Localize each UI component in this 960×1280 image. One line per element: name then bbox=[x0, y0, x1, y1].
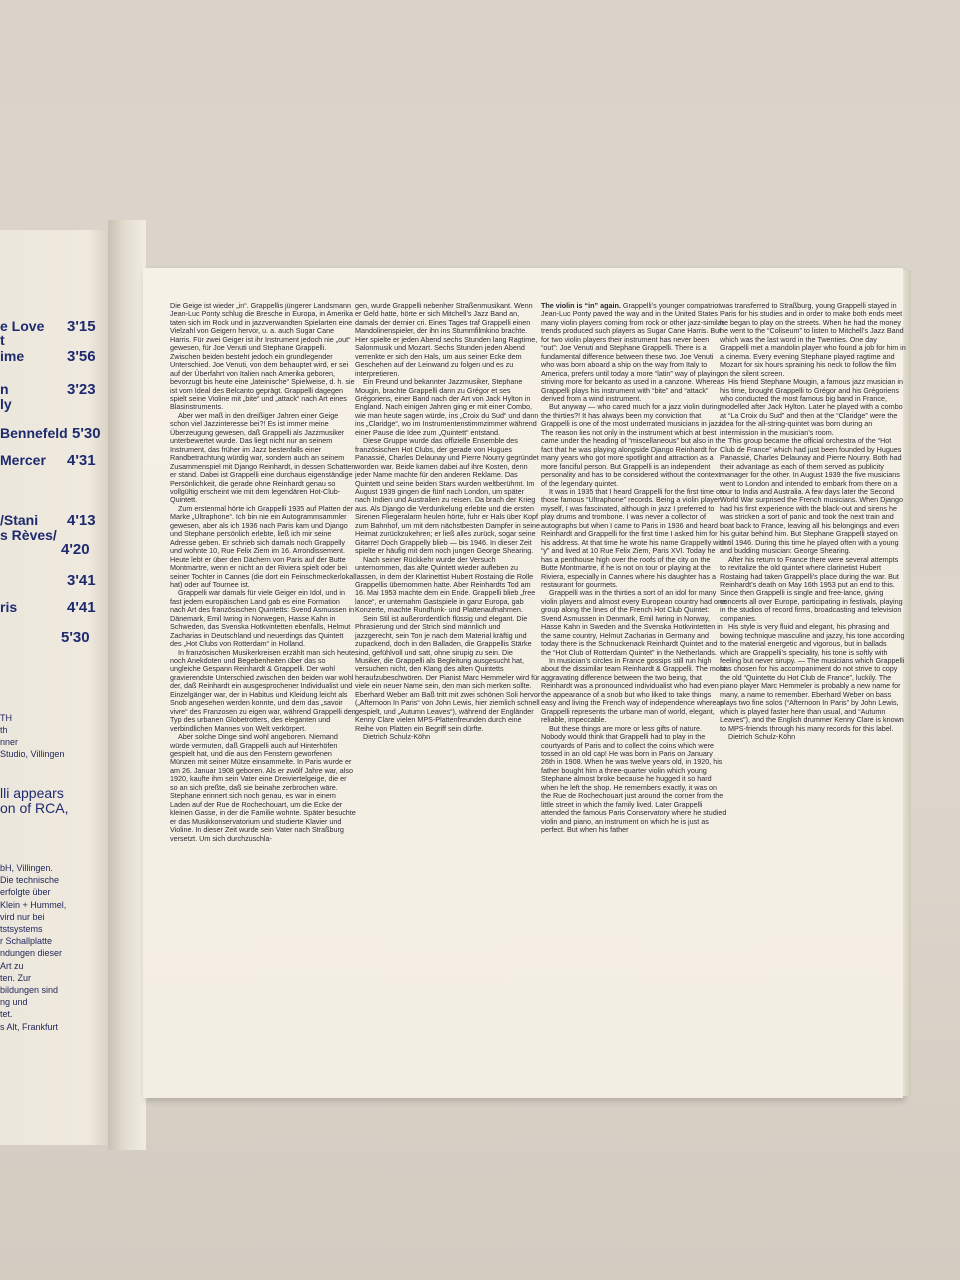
english-paragraph-text: Grappelli’s younger compatriot Jean-Luc Ponty paved the way and in the United States many violin players coming from rock or other jazz-similar trends produced such players as Sugar Cane Harris. But for two violin players their instrument has never been “out”: Joe Venuti and Stephane Grappelli. There is a fundamental difference between these two. Joe Venuti who was born aboard a ship on the way from Italy to America, prefers until today a more “latin” way of playing, striving more for belcanto as used in a canzone. Whereas Grappelli plays his instrument with “bite” and “attack” derived from a wind instrument. bbox=[541, 302, 725, 403]
track-title: /Stani bbox=[0, 512, 39, 528]
paragraph: Zum erstenmal hörte ich Grappelli 1935 auf Platten der Marke „Ultraphone“. Ich bin nie ein Autogrammsammler gewesen, aber als ich 1936 nach Paris kam und Django und Stephane persönlich erlebte, ließ ich mir seine Adresse geben. Er schrieb sich damals noch Grappelly und wohnte 10, Rue Felix Ziem im 16. Arrondissement. Heute lebt er über den Dächern von Paris auf der Butte Montmartre, wenn er nicht an der Riviera spielt oder bei seiner Tochter in Cannes (die dort ein Feinschmeckerlokal hat) oder auf Tournee ist. bbox=[170, 503, 355, 589]
note-line: ten. Zur bbox=[0, 972, 32, 983]
note-line: s Alt, Frankfurt bbox=[0, 1021, 59, 1032]
note-line: Die technische bbox=[0, 875, 60, 886]
paragraph: Grappelli war damals für viele Geiger ein Idol, und in fast jedem europäischen Land gab es eine Formation nach Art des französischen Quintetts: Svend Asmussen in Dänemark, Emil Iwring in Norwegen, Hasse Kahn in Schweden, das Svenska Hotkvintetten ebenfalls, Helmut Zacharias in Deutschland und neuerdings das Quintett des „Hot Clubs von Rotterdam“ in Holland. bbox=[170, 588, 355, 649]
english-column-2 bbox=[720, 302, 906, 1080]
credit-line: TH bbox=[0, 713, 12, 723]
paragraph: It was in 1935 that I heard Grappelli for the first time on those famous “Ultraphone” records. Being a violin player myself, I was fascinated, although in jazz I preferred to play drums and trombone. I was never a collector of autographs but when I came to Paris in 1936 and heard Reinhardt and Grappelli for the first time I asked him for his address. At that time he wrote his name Grappelly with “y” and lived at 10 Rue Felix Ziem, Paris XVI. Today he has a penthouse high over the roofs of the city on the Butte Montmartre, if he is not on tour or playing at the Riviera, especially in Cannes where his daughter has a restaurant for gourmets. bbox=[541, 486, 726, 589]
note-line: r Schallplatte bbox=[0, 936, 53, 947]
paragraph: After his return to France there were several attempts to revitalize the old quintet where clarinetist Hubert Rostaing had taken Grappelli’s place during the war. But Reinhardt’s death on May 16th 1953 put an end to this. Since then Grappelli is single and free-lance, giving concerts all over Europe, participating in festivals, playing in the studios of record firms, broadcasting and television companies. bbox=[720, 554, 903, 623]
paragraph: This group became the official orchestra of the “Hot Club de France” which had just been founded by Hugues Panassié, Charles Delaunay and Pierre Nourry. Both had their advantage as each of them served as publicity manager for the other. In August 1939 the five musicians went to London and intended to embark from there on a tour to India and Australia. A few days later the Second World War surprised the French musicians. When Django had his first experience with the black-out and sirens he was stricken a sort of panic and took the next train and boat back to France, leaving all his belongings and even his guitar behind him. But Stephane Grappelli stayed on until 1946. During this time he played often with a young and budding musician: George Shearing. bbox=[720, 436, 903, 556]
note-line: bH, Villingen. bbox=[0, 863, 53, 873]
paragraph: Aber solche Dinge sind wohl angeboren. Niemand würde vermuten, daß Grappelli auch auf Hinterhöfen gespielt hat, und die aus den Fenstern geworfenen Münzen mit seiner Mütze einsammelte. In Paris wurde er am 26. Januar 1908 geboren. Als er zwölf Jahre war, also 1920, kaufte ihm sein Vater eine Dreiviertelgeige, die er so an sich preßte, daß sie beinahe zerbrochen wäre. Stephane erinnert sich noch genau, es war in einem Laden auf der Rue de Rochechouart, um die Ecke der kleinen Gasse, in der die Familie wohnte. Später besuchte er das Musikkonservatorium und studierte Klavier und Violine. In dieser Zeit wurde sein Vater nach Straßburg versetzt. Um sich durchzuschla- bbox=[170, 732, 356, 843]
paragraph: Ein Freund und bekannter Jazzmusiker, Stephane Mougin, brachte Grappelli dann zu Grégor et ses Grégoriens, einer Band nach der Art von Jack Hylton in England. Nach einigen Jahren ging er mit einer Combo, wie man heute sagen würde, ins „Croix du Sud“ und dann ins „Claridge“, wo im Instrumentenstimmzimmer während einer Pause die Idee zum „Quintett“ entstand. bbox=[355, 377, 539, 437]
paragraph: Die Geige ist wieder „in“. Grappellis jüngerer Landsmann Jean-Luc Ponty schlug die Bresche in Europa, in Amerika taten sich im Rock und in jazzverwandten Spielarten eine Vielzahl von Geigern hervor, u. a. auch Sugar Cane Harris. Für zwei Geiger ist ihr Instrument jedoch nie „out“ gewesen, für Joe Venuti und Stephane Grappelli. Zwischen beiden besteht jedoch ein grundlegender Unterschied. Joe Venuti, von dem behauptet wird, er sei auf der Überfahrt von Italien nach Amerika geboren, bevorzugt bis heute eine „lateinische“ Spielweise, d. h. sie ist vom Ideal des Belcanto geprägt. Grappelli dagegen spielt seine Violine mit „bite“ und „attack“ nach Art eines Blasinstruments. bbox=[170, 302, 355, 412]
paragraph: His style is very fluid and elegant, his phrasing and bowing technique masculine and jazzy, his tone according to the material energetic and vigorous, but in ballads which are Grappelli’s speciality, his tone is softly with feeling but never sirupy. — The musicians which Grappelli has chosen for his accompaniment do not strive to copy the old “Quintette du Hot Club de France”, luckily. The piano player Marc Hemmeler is probably a new name for many, a name to remember. Eberhard Weber on bass plays two fine solos (“Afternoon In Paris” by John Lewis, which is played faster here than usual, and “Autumn Leaves”), and the English drummer Kenny Clare is known to MPS-friends through his many records for this label. bbox=[720, 622, 905, 733]
track-title: ime bbox=[0, 348, 25, 364]
track-duration: 5'30 bbox=[61, 629, 90, 646]
german-column-1 bbox=[170, 302, 356, 1080]
paragraph: gen, wurde Grappelli nebenher Straßenmusikant. Wenn er Geld hatte, hörte er sich Mitchell’s Jazz Band an, damals der dernier cri. Eines Tages traf Grappelli einen Mandolinenspieler, der ihn ins Stummfilmkino brachte. Hier spielte er jeden Abend sechs Stunden lang Ragtime, Salonmusik und Mozart. Sechs Stunden jeden Abend verrenkte er sich den Hals, um aus seiner Ecke dem Geschehen auf der Leinwand zu folgen und es zu interpretieren. bbox=[355, 302, 538, 378]
note-line: bildungen sind bbox=[0, 985, 59, 995]
track-duration: 4'13 bbox=[67, 512, 96, 529]
track-title: s Rèves/ bbox=[0, 527, 57, 543]
note-line: erfolgte über bbox=[0, 887, 51, 898]
english-column-1 bbox=[541, 302, 727, 1080]
track-title: ris bbox=[0, 599, 18, 615]
note-line: ndungen dieser bbox=[0, 948, 63, 959]
track-duration: 3'56 bbox=[67, 348, 96, 365]
credit-line: th bbox=[0, 725, 8, 735]
rca-line: lli appears bbox=[0, 785, 64, 801]
paragraph: Nach seiner Rückkehr wurde der Versuch unternommen, das alte Quintett wieder aufleben zu lassen, in dem der Klarinettist Hubert Rostaing die Rolle Grappellis übernommen hatte. Aber Reinhardts Tod am 16. Mai 1953 machte dem ein Ende. Grappelli blieb „free lance“, er unternahm Gastspiele in ganz Europa, gab Konzerte, machte Rundfunk- und Plattenaufnahmen. bbox=[355, 554, 536, 615]
track-duration: 4'20 bbox=[61, 541, 90, 558]
paragraph: But these things are more or less gifts of nature. Nobody would think that Grappelli had to play in the courtyards of Paris and to collect the coins which were tossed in an old cap! He was born in Paris on January 26th in 1908. When he was twelve years old, in 1920, his father bought him a three-quarter violin which young Stephane almost broke because he hugged it so hard when he left the shop. He remembers exactly, it was on the Rue de Rochechouart just around the corner from the little street in which the family lived. Later Grappelli attended the famous Paris Conservatory where he studied violin and piano, an instrument on which he is just as perfect. But when his father bbox=[541, 723, 727, 835]
credit-line: Studio, Villingen bbox=[0, 749, 65, 759]
paragraph: Aber wer maß in den dreißiger Jahren einer Geige schon viel Jazzinteresse bei?! Es ist immer meine Überzeugung gewesen, daß Grappelli als Jazzmusiker unterbewertet wurde. Das liegt nicht nur an seinem Instrument, das früher im Jazz bestenfalls einer Randbetrachtung würdig war, sondern auch an seinem Zusammenspiel mit Django Reinhardt, in dessen Schatten er stand. Dabei ist Grappelli eine durchaus eigenständige Persönlichkeit, die gerade ohne Reinhardt genau so vollgültig erscheint wie mit dem legendären Hot-Club-Quintett. bbox=[170, 410, 356, 505]
author-signature: Dietrich Schulz-Köhn bbox=[363, 732, 431, 742]
track-title: e Love bbox=[0, 318, 45, 334]
track-title: ly bbox=[0, 396, 12, 412]
track-duration: 5'30 bbox=[72, 425, 101, 442]
track-title: Mercer bbox=[0, 452, 46, 468]
german-column-2 bbox=[355, 302, 541, 1080]
credit-line: nner bbox=[0, 737, 19, 747]
english-paragraph bbox=[541, 302, 727, 403]
rca-line: on of RCA, bbox=[0, 800, 69, 816]
paragraph: But anyway — who cared much for a jazz violin during the thirties?! It has always been my conviction that Grappelli is one of the most underrated musicians in jazz. The reason lies not only in the instrument which at best came under the heading of “miscellaneous” but also in the fact that he was playing alongside Django Reinhardt for many years who got more spotlight and attraction as a more fanciful person. But Grappelli is an independent personality and has to be considered without the context of the legendary quintet. bbox=[541, 402, 726, 488]
note-line: Klein + Hummel, bbox=[0, 899, 67, 910]
track-title: n bbox=[0, 381, 9, 397]
note-line: vird nur bei bbox=[0, 911, 45, 922]
paragraph: In musician’s circles in France gossips still run high about the dissimilar team Reinhardt & Grappelli. The most aggravating difference between the two being, that Reinhardt was a pronounced individualist who had even the appearance of a snob but who liked to take things easy and living the French way of independence whereas Grappelli represents the urbane man of world, elegant, reliable, impeccable. bbox=[541, 656, 726, 725]
note-line: ng und bbox=[0, 997, 28, 1008]
paragraph: Grappelli was in the thirties a sort of an idol for many violin players and almost every European country had one group along the lines of the French Hot Club Quintet: Svend Asmussen in Denmark, Emil Iwring in Norway, Hasse Kahn in Sweden and the Svenska Hotkvintetten in the same country, Helmut Zacharias in Germany and today there is the Schnuckenack Reinhardt Quintet and the “Hot Club of Rotterdam Quintet” in the Netherlands. bbox=[541, 588, 726, 657]
note-line: Art zu bbox=[0, 960, 24, 971]
track-duration: 4'41 bbox=[67, 599, 96, 616]
track-title: t bbox=[0, 332, 5, 348]
paragraph: was transferred to Straßburg, young Grappelli stayed in Paris for his studies and in order to make both ends meet he began to play on the streets. When he had the money he went to the “Coliseum” to listen to Mitchell’s Jazz Band which was the last word in the Twenties. One day Grappelli met a mandolin player who found a job for him in a cinema. Every evening Stephane played ragtime and Mozart for six hours spraining his neck to follow the film on the silent screen. bbox=[720, 302, 906, 378]
paragraph: In französischen Musikerkreisen erzählt man sich heute noch Anekdoten und Begebenheiten über das so ungleiche Gespann Reinhardt & Grappelli. Der wohl gravierendste Unterschied zwischen den beiden war wohl der, daß Reinhardt ein ausgesprochener Individualist und Einzelgänger war, der in Habitus und Kleidung leicht als Snob angesehen werden konnte, und dem das „savoir vivre“ des Franzosen zu eigen war, während Grappelli den Typ des urbanen Globetrotters, des eleganten und verbindlichen Mannes von Welt verkörpert. bbox=[170, 647, 356, 733]
english-lead: The violin is “in” again. bbox=[541, 302, 621, 310]
paragraph: Diese Gruppe wurde das offizielle Ensemble des französischen Hot Clubs, der gerade von Hugues Panassié, Charles Delaunay und Pierre Nourry gegründet worden war. Beide kamen dabei auf ihre Kosten, denn jeder Name machte für den anderen Reklame. Das Quintett und seine beiden Stars wurden weltberühmt. Im August 1939 gingen die fünf nach London, um später nach Indien und Australien zu reisen. Da brach der Krieg aus. Als Django die Verdunkelung erlebte und die ersten Sirenen Fliegeralarm heulen hörte, fuhr er Hals über Kopf zum Bahnhof, um mit dem nächstbesten Dampfer in seine Heimat zurückzukehren; er ließ alles zurück, sogar seine Gitarre! Doch Grappelly blieb — bis 1946. In dieser Zeit spielte er häufig mit dem noch jungen George Shearing. bbox=[355, 436, 540, 556]
track-duration: 3'41 bbox=[67, 572, 96, 589]
note-line: tet. bbox=[0, 1009, 13, 1020]
track-duration: 3'15 bbox=[67, 318, 96, 335]
author-signature: Dietrich Schulz-Köhn bbox=[728, 732, 796, 742]
track-duration: 4'31 bbox=[67, 452, 96, 469]
track-title: Bennefeld bbox=[0, 425, 68, 441]
left-page bbox=[0, 230, 110, 1145]
gatefold-gutter bbox=[108, 220, 146, 1150]
paragraph: Sein Stil ist außerordentlich flüssig und elegant. Die Phrasierung und der Strich sind männlich und jazzgerecht, sein Ton je nach dem Material kräftig und zupackend, doch in den Balladen, die Grappellis Stärke sind, gefühlvoll und satt, ohne sirupig zu sein. Die Musiker, die Grappelli als Begleitung ausgesucht hat, versuchen nicht, den Klang des alten Quintetts heraufzubeschwören. Der Pianist Marc Hemmeler wird für viele ein neuer Name sein, den man sich merken sollte. Eberhard Weber am Baß tritt mit zwei schönen Soli hervor („Afternoon In Paris“ von John Lewis, hier ziemlich schnell gespielt, und „Autumn Leaves“), während der Engländer Kenny Clare vielen MPS-Plattenfreunden durch eine Reihe von Platten ein Begriff sein dürfte. bbox=[355, 613, 541, 733]
track-duration: 3'23 bbox=[67, 381, 96, 398]
note-line: tstsystems bbox=[0, 924, 43, 934]
paragraph: His friend Stephane Mougin, a famous jazz musician in his time, brought Grappelli to Grégor and his Grégoriens who conducted the most famous big band in France, modelled after Jack Hylton. Later he played with a combo at “La Croix du Sud” and then at the “Claridge” were the idea for the all-string-quintet was born during an intermission in the musician’s room. bbox=[720, 377, 903, 437]
